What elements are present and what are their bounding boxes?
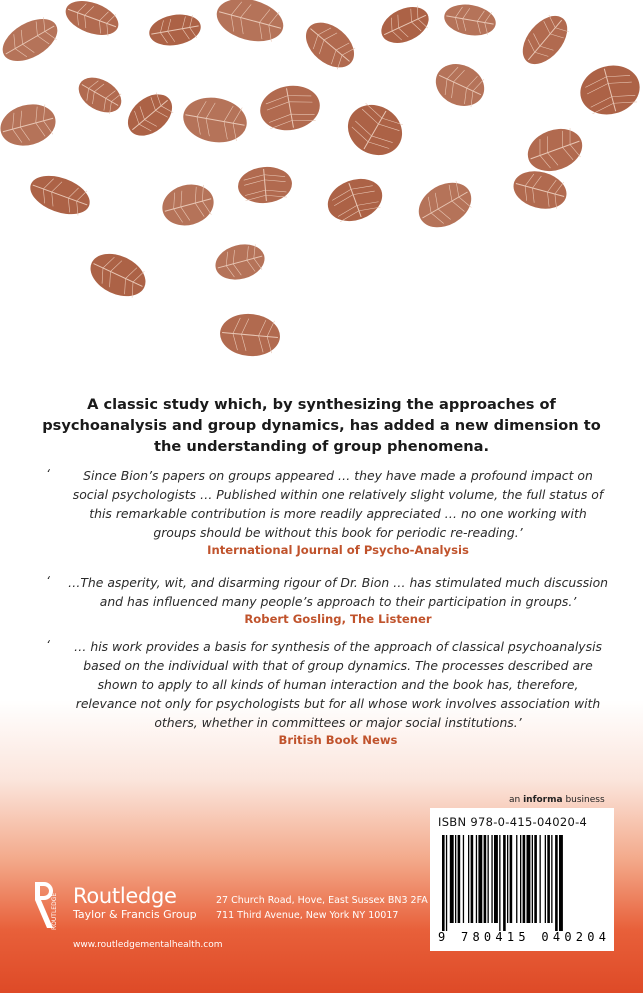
- leaf-icon: [575, 59, 643, 121]
- book-blurb: A classic study which, by synthesizing the approaches of psychoanalysis and group dynamics, has added a new dimension to the understanding of group phenomena.: [42, 396, 601, 455]
- leaf-icon: [84, 246, 153, 305]
- quote-mark: ‘: [46, 466, 50, 481]
- leaf-icon: [376, 0, 435, 50]
- quote-text: …The asperity, wit, and disarming rigour of Dr. Bion … has stimulated much discussion and has influenced many people’s approach to their participation in groups.’: [67, 575, 609, 609]
- quote-mark: ‘: [46, 637, 50, 652]
- leaf-icon: [297, 14, 362, 77]
- leaf-icon: [257, 81, 324, 135]
- barcode-bar: [510, 835, 513, 923]
- barcode-bar: [446, 835, 447, 931]
- publisher-address: [216, 893, 428, 923]
- barcode-bar: [478, 835, 482, 923]
- leaf-icon: [0, 98, 60, 151]
- barcode-bar: [559, 835, 563, 931]
- falling-leaves-illustration: [0, 0, 643, 370]
- review-quote-2: [30, 573, 610, 626]
- leaf-icon: [339, 95, 411, 165]
- address-line-1: 27 Church Road, Hove, East Sussex BN3 2FA: [216, 895, 428, 906]
- publisher-group: Taylor & Francis Group: [73, 908, 197, 921]
- barcode-bar: [442, 835, 445, 931]
- barcode-bar: [463, 835, 464, 923]
- barcode-bar: [551, 835, 552, 923]
- barcode-panel: [430, 808, 614, 951]
- barcode-bar: [507, 835, 508, 923]
- barcode-bar: [471, 835, 474, 923]
- quote-text: Since Bion’s papers on groups appeared … they have made a profound impact on social psychologists … Published within one relatively slight volume, the full status of this remarkable contribution is more readily appreciated … no one working with groups should be without this book for periodic re-reading.’: [72, 468, 604, 540]
- leaf-icon: [180, 93, 251, 147]
- leaf-icon: [237, 165, 294, 206]
- leaf-icon: [147, 11, 203, 50]
- barcode-bar: [532, 835, 533, 923]
- leaf-icon: [212, 0, 288, 48]
- informa-business-tag: an informa business: [509, 795, 605, 805]
- leaf-icon: [522, 122, 588, 179]
- barcode-bar: [494, 835, 498, 923]
- barcode-bar: [503, 835, 506, 931]
- barcode-bar: [455, 835, 456, 923]
- publisher-brand: [73, 885, 197, 921]
- leaf-icon: [218, 311, 281, 358]
- leaf-icon: [0, 10, 64, 69]
- leaf-icon: [411, 174, 479, 237]
- barcode-bar: [540, 835, 541, 923]
- address-line-2: 711 Third Avenue, New York NY 10017: [216, 910, 399, 921]
- barcode-bar: [545, 835, 546, 923]
- review-quote-3: [30, 637, 610, 747]
- leaf-icon: [73, 71, 128, 120]
- barcode-bar: [484, 835, 487, 923]
- leaf-icon: [61, 0, 123, 42]
- barcode-bar: [547, 835, 550, 923]
- barcode-bar: [491, 835, 492, 923]
- quote-mark: ‘: [46, 573, 50, 588]
- leaf-icon: [514, 8, 576, 73]
- barcode-bar: [458, 835, 461, 923]
- barcode-bar: [527, 835, 531, 923]
- barcode-bar: [499, 835, 500, 931]
- barcode-bar: [488, 835, 489, 923]
- quote-text: … his work provides a basis for synthesis of the approach of classical psychoanalysis based on the individual with that of group dynamics. The processes described are shown to apply to all kinds of human interaction and the book has, therefore, relevance not only for psychologists but for all whose work involves association with others, whether in committees or major social institutions.’: [74, 639, 602, 730]
- quote-source: British Book News: [278, 733, 398, 747]
- barcode-bar: [534, 835, 537, 923]
- barcode-bar: [520, 835, 521, 923]
- quote-source: International Journal of Psycho-Analysis: [207, 543, 469, 557]
- leaf-icon: [211, 239, 268, 285]
- publisher-name: Routledge: [73, 884, 177, 908]
- publisher-website-link[interactable]: www.routledgementalhealth.com: [73, 940, 223, 950]
- leaf-icon: [509, 166, 570, 215]
- ean13-barcode: [434, 833, 610, 947]
- leaf-icon: [158, 179, 219, 231]
- barcode-bar: [476, 835, 477, 923]
- leaf-icon: [120, 86, 180, 144]
- barcode-bar: [523, 835, 526, 923]
- logo-wordmark: ROUTLEDGE: [51, 892, 58, 930]
- review-quote-1: [30, 466, 610, 557]
- routledge-r-logo-icon: [31, 880, 61, 932]
- barcode-bar: [516, 835, 517, 923]
- leaf-icon: [322, 172, 388, 229]
- leaf-icon: [25, 168, 95, 221]
- isbn-text: ISBN 978-0-415-04020-4: [438, 815, 588, 829]
- barcode-digits: 9 780415 040204: [438, 930, 606, 944]
- barcode-bar: [555, 835, 558, 931]
- barcode-bar: [468, 835, 469, 923]
- leaf-icon: [442, 1, 498, 40]
- leaf-icon: [429, 56, 491, 113]
- quote-source: Robert Gosling, The Listener: [244, 612, 432, 626]
- barcode-bar: [450, 835, 454, 923]
